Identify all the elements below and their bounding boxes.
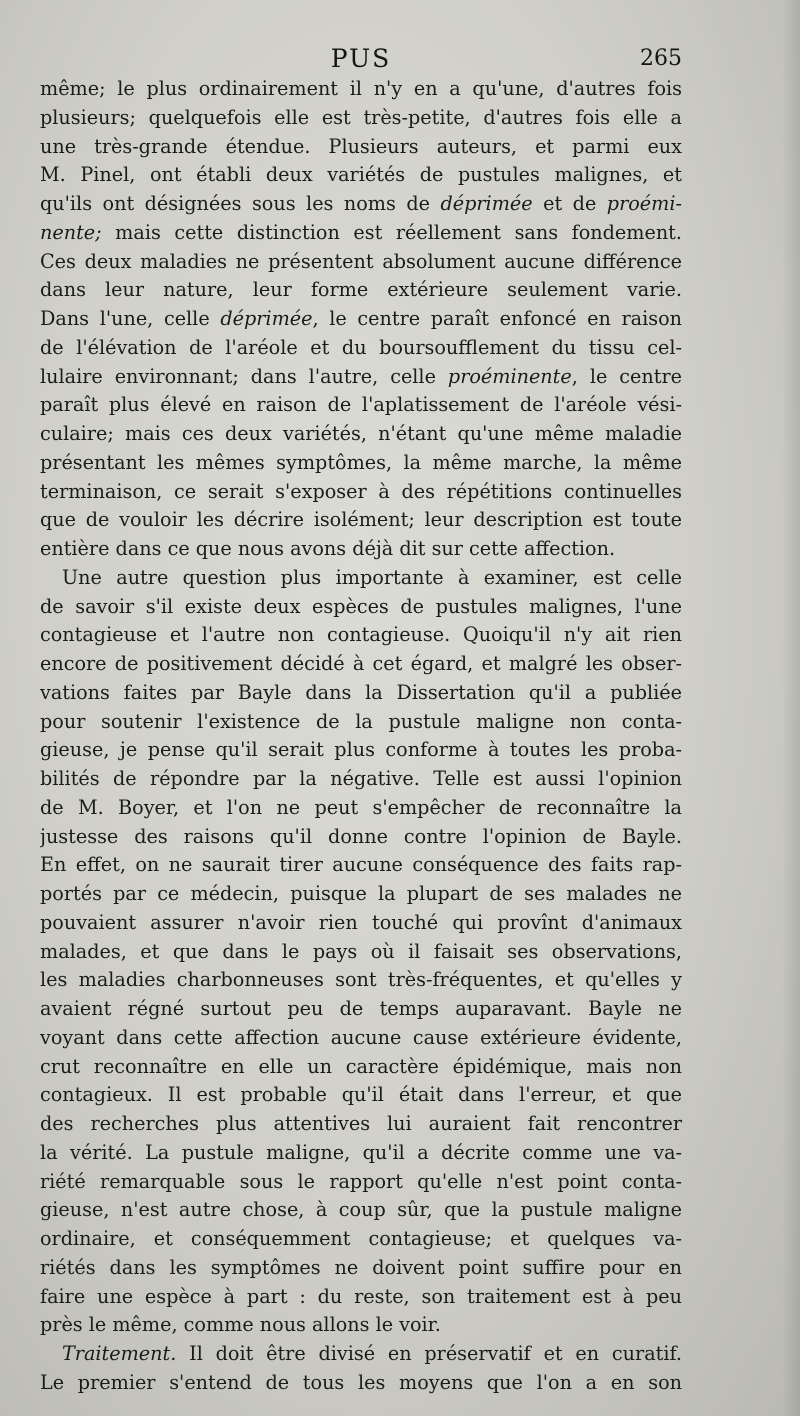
text-line bbox=[40, 248, 682, 277]
line-text: mais cette distinction est réellement sans fondement. bbox=[101, 220, 682, 244]
italic-text: déprimée bbox=[220, 307, 313, 330]
line-text: M. Pinel, ont établi deux variétés de pustules malignes, et bbox=[40, 163, 682, 187]
line-text: lulaire environnant; dans l'autre, celle bbox=[40, 364, 448, 388]
line-text: contagieux. Il est probable qu'il était dans l'erreur, et que bbox=[40, 1083, 682, 1107]
line-text: , le centre paraît enfoncé en raison bbox=[312, 307, 682, 330]
line-text: En effet, on ne saurait tirer aucune conséquence des faits rap- bbox=[40, 853, 682, 877]
line-text: entière dans ce que nous avons déjà dit sur cette affection. bbox=[40, 537, 616, 560]
body-text bbox=[40, 75, 682, 1398]
text-line bbox=[40, 506, 682, 535]
text-line bbox=[40, 1024, 682, 1053]
text-line bbox=[40, 708, 682, 737]
italic-text: Traitement. bbox=[62, 1342, 177, 1365]
text-line bbox=[40, 161, 682, 190]
text-line bbox=[40, 276, 682, 305]
text-line bbox=[40, 823, 682, 852]
text-line bbox=[40, 420, 682, 449]
line-text: Dans l'une, celle bbox=[40, 307, 221, 330]
text-line bbox=[40, 1081, 682, 1110]
running-head: PUS bbox=[330, 44, 392, 73]
text-line bbox=[40, 736, 682, 765]
line-text: riétés dans les symptômes ne doivent point suffire pour en bbox=[40, 1255, 682, 1279]
text-line bbox=[40, 190, 682, 219]
text-line bbox=[40, 679, 682, 708]
text-line bbox=[40, 650, 682, 679]
text-line bbox=[40, 765, 682, 794]
line-text: dans leur nature, leur forme extérieure seulement varie. bbox=[40, 278, 682, 302]
text-line bbox=[40, 75, 682, 104]
page-number: 265 bbox=[640, 46, 682, 71]
text-line bbox=[40, 363, 682, 392]
text-line bbox=[40, 880, 682, 909]
line-text: gieuse, n'est autre chose, à coup sûr, que la pustule maligne bbox=[40, 1198, 682, 1222]
line-text: justesse des raisons qu'il donne contre l'opinion de Bayle. bbox=[40, 824, 682, 848]
text-line bbox=[40, 1053, 682, 1082]
line-text: pour soutenir l'existence de la pustule maligne non conta- bbox=[40, 709, 682, 733]
line-text: terminaison, ce serait s'exposer à des répétitions continuelles bbox=[40, 479, 682, 503]
line-text: Le premier s'entend de tous les moyens que l'on a en son bbox=[40, 1370, 682, 1394]
line-text: riété remarquable sous le rapport qu'elle n'est point conta- bbox=[40, 1169, 682, 1193]
text-line bbox=[40, 909, 682, 938]
page-header bbox=[40, 40, 682, 76]
line-text: avaient régné surtout peu de temps auparavant. Bayle ne bbox=[40, 997, 682, 1020]
line-text: culaire; mais ces deux variétés, n'étant qu'une même maladie bbox=[40, 422, 682, 445]
text-line bbox=[40, 593, 682, 622]
text-line bbox=[40, 621, 682, 650]
text-line bbox=[40, 305, 682, 334]
text-line bbox=[40, 966, 682, 995]
line-text: des recherches plus attentives lui auraient fait rencontrer bbox=[40, 1112, 682, 1135]
line-text: bilités de répondre par la négative. Telle est aussi l'opinion bbox=[40, 767, 682, 790]
line-text: portés par ce médecin, puisque la plupart de ses malades ne bbox=[40, 882, 682, 905]
line-text: les maladies charbonneuses sont très-fréquentes, et qu'elles y bbox=[40, 968, 682, 992]
text-line bbox=[40, 1196, 682, 1225]
text-line bbox=[40, 1283, 682, 1312]
text-line bbox=[40, 1254, 682, 1283]
text-line bbox=[40, 133, 682, 162]
text-line bbox=[40, 391, 682, 420]
line-text: plusieurs; quelquefois elle est très-petite, d'autres fois elle a bbox=[40, 105, 682, 129]
line-text: , le centre bbox=[571, 364, 682, 388]
text-line bbox=[40, 794, 682, 823]
line-text: une très-grande étendue. Plusieurs auteurs, et parmi eux bbox=[40, 134, 682, 158]
text-line bbox=[40, 535, 682, 564]
text-line bbox=[40, 1369, 682, 1398]
text-line bbox=[40, 104, 682, 133]
line-text: près le même, comme nous allons le voir. bbox=[40, 1313, 441, 1337]
line-text: malades, et que dans le pays où il faisait ses observations, bbox=[40, 939, 682, 963]
italic-text: proémi- bbox=[606, 192, 682, 215]
line-text: Une autre question plus importante à examiner, est celle bbox=[62, 565, 682, 589]
line-text: qu'ils ont désignées sous les noms de bbox=[40, 192, 441, 215]
line-text: la vérité. La pustule maligne, qu'il a décrite comme une va- bbox=[40, 1140, 682, 1164]
line-text: faire une espèce à part : du reste, son traitement est à peu bbox=[40, 1284, 682, 1308]
text-line bbox=[40, 449, 682, 478]
line-text: de savoir s'il existe deux espèces de pustules malignes, l'une bbox=[40, 594, 682, 618]
line-text: gieuse, je pense qu'il serait plus conforme à toutes les proba- bbox=[40, 738, 682, 762]
line-text: et de bbox=[532, 192, 607, 215]
text-line bbox=[40, 851, 682, 880]
text-line bbox=[40, 219, 682, 248]
text-line bbox=[40, 564, 682, 593]
line-text: crut reconnaître en elle un caractère épidémique, mais non bbox=[40, 1054, 682, 1078]
line-text: de l'élévation de l'aréole et du boursoufflement du tissu cel- bbox=[40, 335, 682, 359]
italic-text: proéminente bbox=[447, 364, 572, 388]
line-text: Il doit être divisé en préservatif et en curatif. bbox=[176, 1342, 682, 1365]
italic-text: déprimée bbox=[440, 192, 533, 215]
line-text: encore de positivement décidé à cet égard, et malgré les obser- bbox=[40, 652, 682, 675]
line-text: voyant dans cette affection aucune cause extérieure évidente, bbox=[40, 1025, 682, 1049]
text-line bbox=[40, 938, 682, 967]
text-line bbox=[40, 995, 682, 1024]
italic-text: nente; bbox=[40, 220, 102, 244]
line-text: vations faites par Bayle dans la Dissertation qu'il a publiée bbox=[40, 680, 682, 704]
line-text: contagieuse et l'autre non contagieuse. Quoiqu'il n'y ait rien bbox=[40, 623, 682, 647]
text-line bbox=[40, 334, 682, 363]
line-text: de M. Boyer, et l'on ne peut s'empêcher de reconnaître la bbox=[40, 795, 682, 819]
text-line bbox=[40, 1110, 682, 1139]
line-text: que de vouloir les décrire isolément; leur description est toute bbox=[40, 508, 682, 532]
text-line bbox=[40, 1168, 682, 1197]
line-text: présentant les mêmes symptômes, la même marche, la même bbox=[40, 450, 682, 474]
text-line bbox=[40, 1340, 682, 1369]
line-text: paraît plus élevé en raison de l'aplatissement de l'aréole vési- bbox=[40, 393, 682, 417]
line-text: même; le plus ordinairement il n'y en a qu'une, d'autres fois bbox=[40, 77, 682, 100]
text-line bbox=[40, 1225, 682, 1254]
line-text: pouvaient assurer n'avoir rien touché qui provînt d'animaux bbox=[40, 910, 682, 934]
text-line bbox=[40, 478, 682, 507]
text-line bbox=[40, 1311, 682, 1340]
line-text: ordinaire, et conséquemment contagieuse; et quelques va- bbox=[40, 1227, 682, 1250]
text-line bbox=[40, 1139, 682, 1168]
line-text: Ces deux maladies ne présentent absolument aucune différence bbox=[40, 249, 682, 273]
